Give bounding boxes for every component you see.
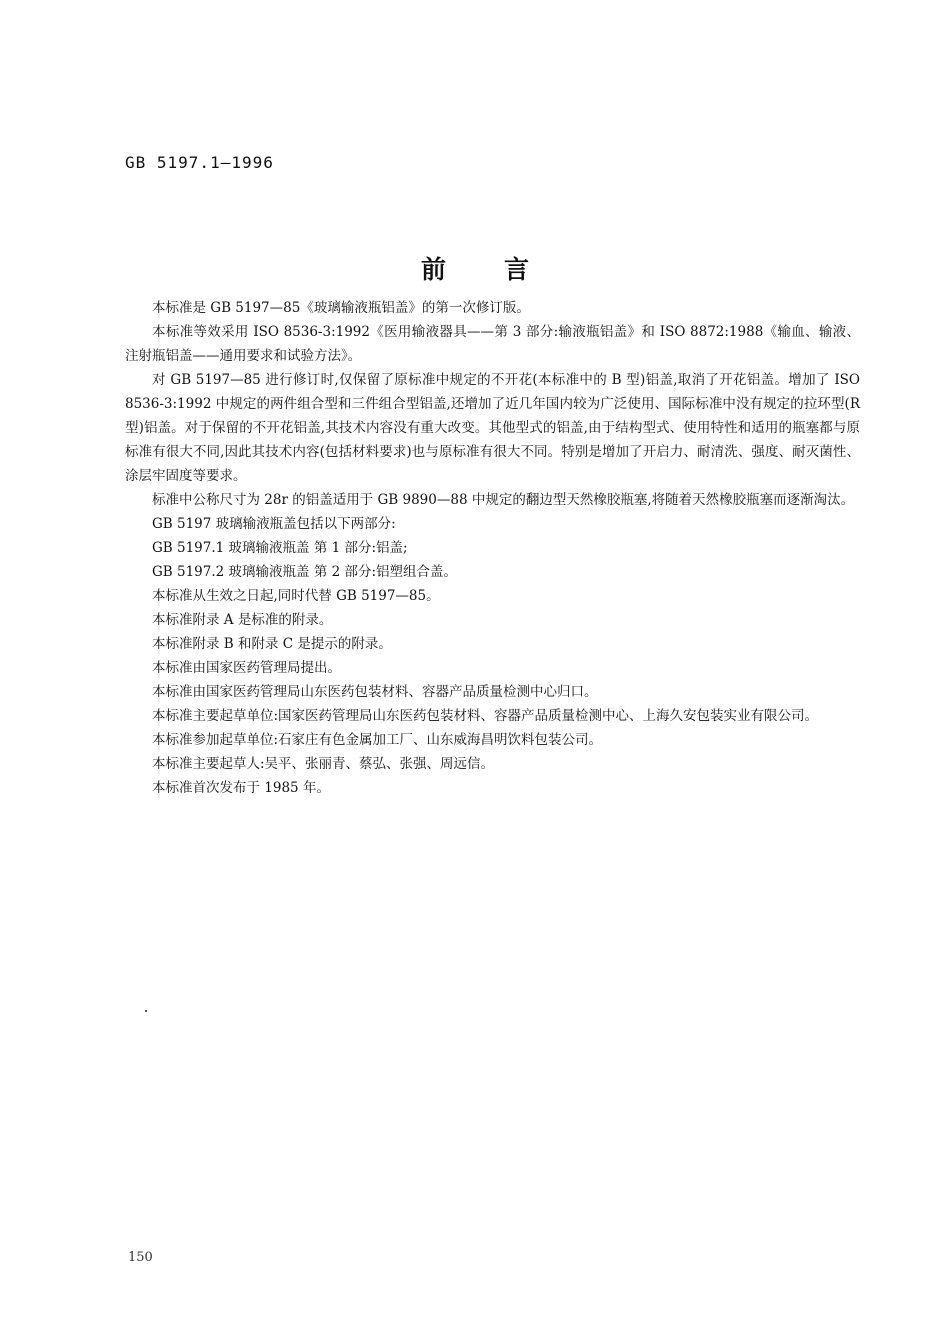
paragraph: 本标准附录 A 是标准的附录。	[152, 612, 333, 628]
paragraph: 本标准主要起草单位:国家医药管理局山东医药包装材料、容器产品质量检测中心、上海久安包装实业有限公司。	[152, 708, 819, 724]
paragraph: 本标准参加起草单位:石家庄有色金属加工厂、山东威海昌明饮料包装公司。	[152, 732, 603, 748]
page-number: 150	[128, 1250, 153, 1265]
paragraph: GB 5197.1 玻璃输液瓶盖 第 1 部分:铝盖;	[152, 540, 408, 556]
paragraph: 本标准附录 B 和附录 C 是提示的附录。	[152, 636, 392, 652]
scan-speck	[145, 1010, 147, 1012]
paragraph: GB 5197.2 玻璃输液瓶盖 第 2 部分:铝塑组合盖。	[152, 564, 458, 580]
paragraph: 本标准等效采用 ISO 8536-3:1992《医用输液器具——第 3 部分:输液瓶铝盖》和 ISO 8872:1988《输血、输液、注射瓶铝盖——通用要求和试验方法》。	[125, 324, 860, 364]
standard-number: GB 5197.1—1996	[125, 153, 274, 172]
paragraph: 本标准是 GB 5197—85《玻璃输液瓶铝盖》的第一次修订版。	[152, 300, 530, 316]
paragraph: 本标准从生效之日起,同时代替 GB 5197—85。	[152, 588, 440, 604]
paragraph: 本标准首次发布于 1985 年。	[152, 780, 330, 796]
page-title: 前言	[420, 255, 587, 284]
foreword-body	[125, 296, 860, 800]
paragraph: 本标准由国家医药管理局山东医药包装材料、容器产品质量检测中心归口。	[152, 684, 598, 700]
paragraph: 本标准由国家医药管理局提出。	[152, 660, 341, 676]
paragraph: 标准中公称尺寸为 28r 的铝盖适用于 GB 9890—88 中规定的翻边型天然橡胶瓶塞,将随着天然橡胶瓶塞而逐渐淘汰。	[152, 492, 855, 508]
paragraph: 本标准主要起草人:吴平、张丽青、蔡弘、张强、周远信。	[152, 756, 495, 772]
paragraph: GB 5197 玻璃输液瓶盖包括以下两部分:	[152, 516, 396, 532]
paragraph: 对 GB 5197—85 进行修订时,仅保留了原标准中规定的不开花(本标准中的 B 型)铝盖,取消了开花铝盖。增加了 ISO 8536-3:1992 中规定的两件组合型和三件组合型铝盖,还增加了近几年国内较为广泛使用、国际标准中没有规定的拉环型(R 型)铝盖。对于保留的不开花铝盖,其技术内容没有重大改变。其他型式的铝盖,由于结构型式、使用特性和适用的瓶塞都与原标准有很大不同,因此其技术内容(包括材料要求)也与原标准有很大不同。特别是增加了开启力、耐清洗、强度、耐灭菌性、涂层牢固度等要求。	[125, 372, 860, 484]
